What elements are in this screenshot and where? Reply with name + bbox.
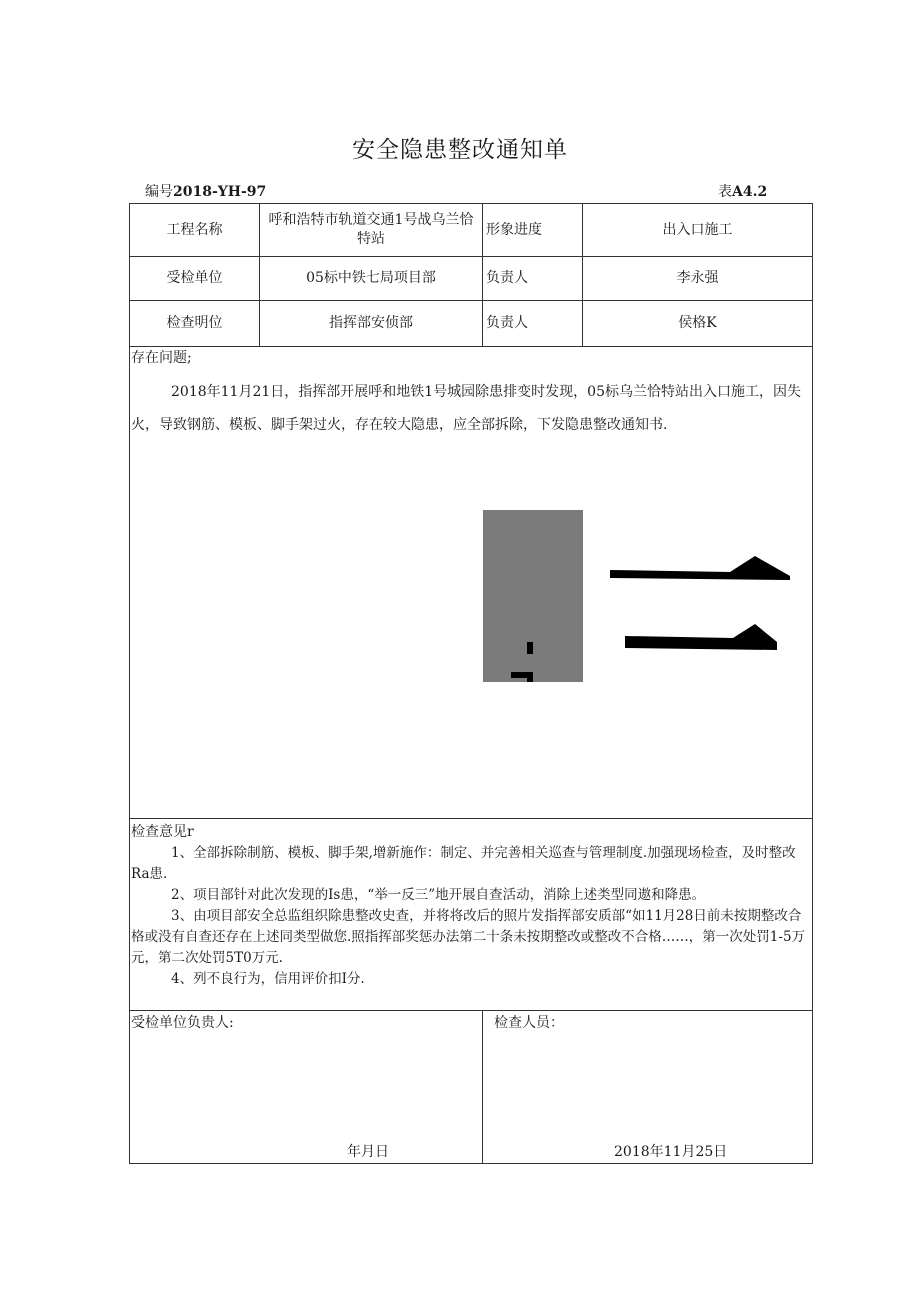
opinion-item: 4、列不良行为，信用评价扣I分. bbox=[171, 971, 365, 987]
opinion-item: 1、全部拆除制筋、模板、脚手架,增新施作：制定、并完善相关巡查与管理制度.加强现场检查，及时整改Ra患. bbox=[131, 845, 796, 882]
document-number bbox=[145, 181, 266, 201]
inspected-unit-signature-label: 受检单位负贵人: bbox=[131, 1015, 234, 1031]
inspected-unit-signature-date: 年月日 bbox=[347, 1144, 389, 1160]
inspected-unit-value: 05标中铁七局项目部 bbox=[306, 270, 436, 286]
number-value: 2018-YH-97 bbox=[173, 184, 267, 200]
form-label: 表 bbox=[718, 184, 732, 200]
form-value: A4.2 bbox=[732, 184, 768, 200]
problem-heading: 存在问题; bbox=[131, 350, 192, 366]
inspection-unit-value: 指挥部安侦部 bbox=[329, 315, 413, 331]
inspection-unit-label: 检查明位 bbox=[166, 315, 223, 331]
responsible-value: 李永强 bbox=[676, 270, 719, 286]
responsible-value: 侯格K bbox=[678, 315, 717, 331]
opinion-heading: 检查意见r bbox=[131, 824, 194, 840]
inspector-signature-label: 检查人员： bbox=[494, 1015, 564, 1031]
progress-value: 出入口施工 bbox=[662, 221, 733, 238]
site-photo bbox=[483, 510, 583, 682]
opinion-item: 3、由项目部安全总监组织除患整改史查，并将将改后的照片发指挥部安质部“如11月28日前未按期整改合格或没有自查还存在上述同类型做您.照指挥部奖惩办法第二十条未按期整改或整改不合格……，第一次处罚1-5万元，第二次处罚5T0万元. bbox=[131, 908, 806, 966]
opinion-item: 2、项目部针对此次发现的Is患，“举一反三”地开展自查活动，消除上述类型同遨和降患。 bbox=[171, 887, 706, 903]
redaction-marks bbox=[605, 556, 790, 656]
column-divider bbox=[482, 1010, 483, 1164]
inspector-signature-date: 2018年11月25日 bbox=[614, 1144, 728, 1160]
progress-label: 形象进度 bbox=[486, 221, 542, 238]
column-divider bbox=[259, 203, 260, 346]
project-name-label: 工程名称 bbox=[166, 221, 223, 238]
row-divider bbox=[129, 346, 813, 347]
row-divider bbox=[129, 1010, 813, 1011]
project-name-value: 呼和浩特市轨道交通1号战乌兰恰特站 bbox=[268, 212, 474, 247]
row-divider bbox=[129, 818, 813, 819]
inspected-unit-label: 受检单位 bbox=[166, 270, 223, 286]
form-code bbox=[718, 181, 767, 201]
problem-text: 2018年11月21日，指挥部开展呼和地铁1号城园除患排变时发现，05标乌兰恰特站出入口施工，因失火，导致钢筋、模板、脚手架过火，存在较大隐患，应全部拆除，下发隐患整改通知书. bbox=[131, 384, 801, 433]
responsible-label: 负责人 bbox=[486, 270, 528, 286]
responsible-label: 负责人 bbox=[486, 315, 528, 331]
page-title: 安全隐患整改通知单 bbox=[352, 137, 568, 163]
number-label: 编号 bbox=[145, 184, 173, 200]
